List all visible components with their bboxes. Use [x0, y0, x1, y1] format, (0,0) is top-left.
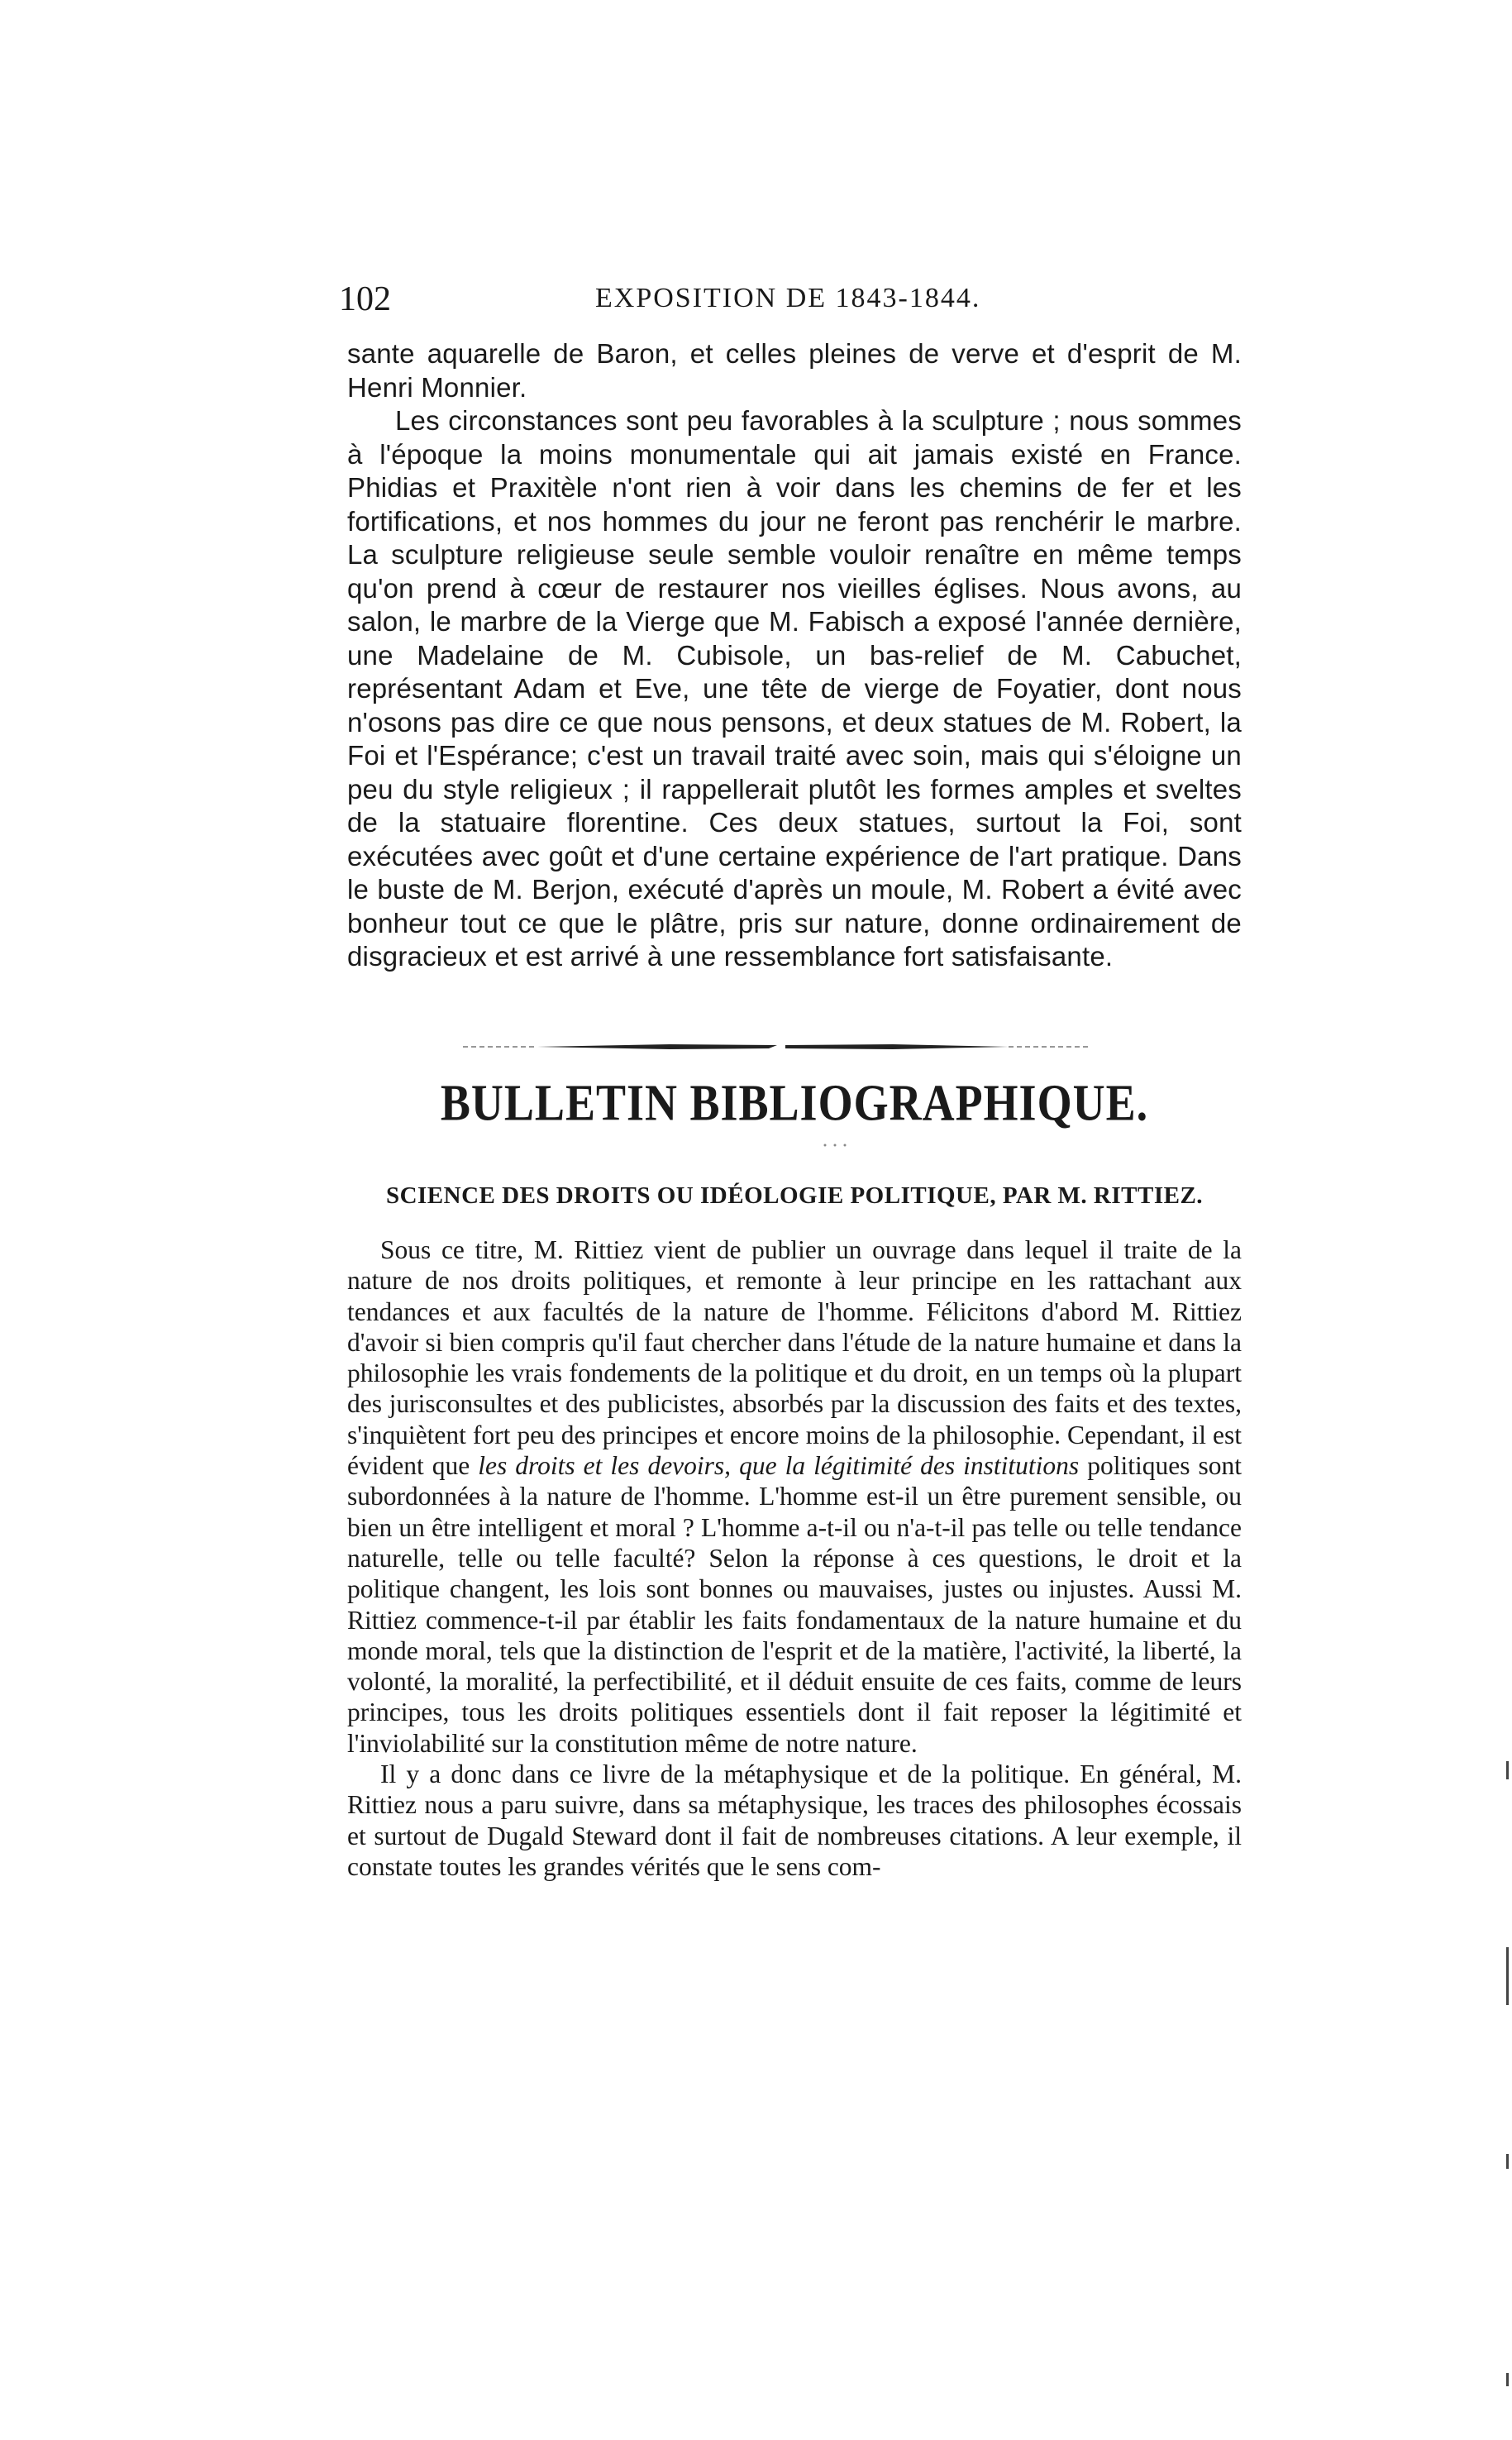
- ornament-dots: [818, 1143, 851, 1148]
- salon-review-text: [347, 337, 1242, 974]
- review-p1-part-b: politiques sont subordonnées à la nature de l'homme. L'homme est-il un être purement sensible, ou bien un être intelligent et moral ? L'homme a-t-il ou n'a-t-il pas telle ou telle tendance naturelle, telle ou telle faculté? Selon la réponse à ces questions, le droit et la politique changent, les lois sont bonnes ou mauvaises, justes ou injustes. Aussi M. Rittiez commence-t-il par établir les faits fondamentaux de la nature humaine et du monde moral, tels que la distinction de l'esprit et de la matière, l'activité, la liberté, la volonté, la moralité, la perfectibilité, et il déduit ensuite de ces faits, comme de leurs principes, tous les droits politiques essentiels dont il fait reposer la légitimité et l'inviolabilité sur la constitution même de notre nature.: [347, 1451, 1242, 1758]
- running-title: EXPOSITION DE 1843-1844.: [595, 283, 981, 313]
- review-paragraph-1: [347, 1234, 1242, 1759]
- scan-margin-mark: [1506, 1947, 1509, 2005]
- review-body: [347, 1234, 1242, 1882]
- review-p1-italic: les droits et les devoirs, que la légitimité des institutions: [478, 1451, 1080, 1481]
- scan-margin-mark: [1506, 2373, 1509, 2386]
- review-title: SCIENCE DES DROITS OU IDÉOLOGIE POLITIQUE, PAR M. RITTIEZ.: [385, 1182, 1204, 1209]
- scan-margin-mark: [1506, 2154, 1509, 2169]
- salon-paragraph-1: sante aquarelle de Baron, et celles pleines de verve et d'esprit de M. Henri Monnier.: [347, 338, 1242, 403]
- section-divider-rule: [463, 1040, 1091, 1052]
- scan-margin-mark: [1506, 1761, 1509, 1779]
- salon-paragraph-2: Les circonstances sont peu favorables à la sculpture ; nous sommes à l'époque la moins monumentale qui ait jamais existé en France. Phidias et Praxitèle n'ont rien à voir dans les chemins de fer et les fortifications, et nos hommes du jour ne feront pas renchérir le marbre. La sculpture religieuse seule semble vouloir renaître en même temps qu'on prend à cœur de restaurer nos vieilles églises. Nous avons, au salon, le marbre de la Vierge que M. Fabisch a exposé l'année dernière, une Madelaine de M. Cubisole, un bas-relief de M. Cabuchet, représentant Adam et Eve, une tête de vierge de Foyatier, dont nous n'osons pas dire ce que nous pensons, et deux statues de M. Robert, la Foi et l'Espérance; c'est un travail traité avec soin, mais qui s'éloigne un peu du style religieux ; il rappellerait plutôt les formes amples et sveltes de la statuaire florentine. Ces deux statues, surtout la Foi, sont exécutées avec goût et d'une certaine expérience de l'art pratique. Dans le buste de M. Berjon, exécuté d'après un moule, M. Robert a évité avec bonheur tout ce que le plâtre, pris sur nature, donne ordinairement de disgracieux et est arrivé à une ressemblance fort satisfaisante.: [347, 405, 1242, 972]
- bulletin-title: BULLETIN BIBLIOGRAPHIQUE.: [440, 1074, 1149, 1132]
- review-p1-part-a: Sous ce titre, M. Rittiez vient de publier un ouvrage dans lequel il traite de la nature de nos droits politiques, et remonte à leur principe en les rattachant aux tendances et aux facultés de la nature de l'homme. Félicitons d'abord M. Rittiez d'avoir si bien compris qu'il faut chercher dans l'étude de la nature humaine et dans la philosophie les vrais fondements de la politique et du droit, en un temps où la plupart des jurisconsultes et des publicistes, absorbés par la discussion des faits et des textes, s'inquiètent fort peu des principes et encore moins de la philosophie. Cependant, il est évident que: [347, 1235, 1242, 1481]
- review-paragraph-2: Il y a donc dans ce livre de la métaphysique et de la politique. En général, M. Rittiez nous a paru suivre, dans sa métaphysique, les traces des philosophes écossais et surtout de Dugald Steward dont il fait de nombreuses citations. A leur exemple, il constate toutes les grandes vérités que le sens com-: [347, 1760, 1242, 1881]
- page-header: [339, 279, 1248, 321]
- page-number: 102: [339, 280, 391, 318]
